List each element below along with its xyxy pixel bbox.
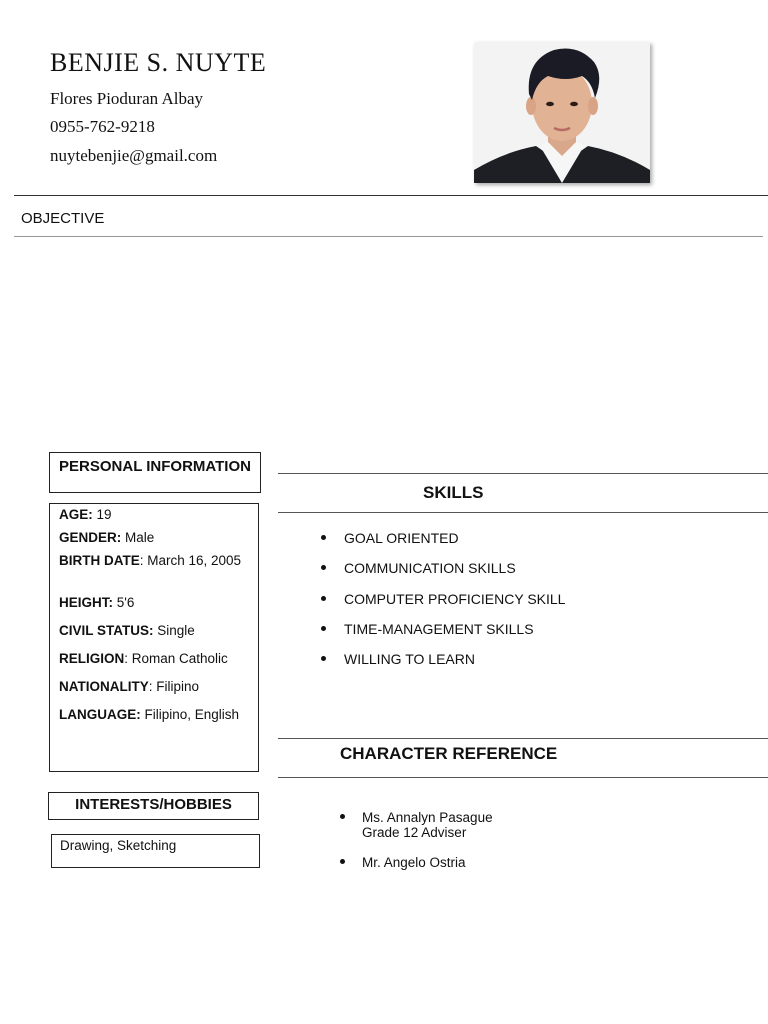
phone-number: 0955-762-9218 [50, 117, 155, 136]
bullet-icon [321, 656, 326, 661]
skill-item: GOAL ORIENTED [344, 530, 459, 546]
bullet-icon [340, 814, 345, 819]
bullet-icon [340, 859, 345, 864]
reference-bottom-divider [278, 777, 768, 778]
skills-heading: SKILLS [423, 483, 484, 502]
personal-information-box [49, 503, 259, 772]
reference-role: Grade 12 Adviser [362, 825, 467, 840]
info-language: LANGUAGE: Filipino, English [59, 707, 240, 722]
reference-top-divider [278, 738, 768, 739]
info-height: HEIGHT: 5'6 [59, 595, 135, 610]
bullet-icon [321, 565, 326, 570]
info-religion: RELIGION: Roman Catholic [59, 651, 228, 666]
info-nationality: NATIONALITY: Filipino [59, 679, 200, 694]
portrait-photo-icon [474, 42, 650, 183]
skill-item: WILLING TO LEARN [344, 651, 475, 667]
objective-divider [14, 236, 763, 237]
skill-item: COMPUTER PROFICIENCY SKILL [344, 591, 566, 607]
reference-item [362, 810, 493, 840]
email-address: nuytebenjie@gmail.com [50, 146, 218, 165]
reference-name: Ms. Annalyn Pasague [362, 810, 493, 825]
address: Flores Pioduran Albay [50, 89, 203, 108]
skills-bottom-divider [278, 512, 768, 513]
character-reference-heading: CHARACTER REFERENCE [340, 744, 558, 763]
reference-name: Mr. Angelo Ostria [362, 855, 466, 870]
applicant-name: BENJIE S. NUYTE [50, 48, 267, 77]
skill-item: COMMUNICATION SKILLS [344, 560, 516, 576]
interests-value: Drawing, Sketching [51, 834, 260, 868]
profile-photo [474, 42, 650, 183]
info-gender: GENDER: Male [59, 530, 155, 545]
objective-heading: OBJECTIVE [21, 210, 105, 227]
skills-top-divider [278, 473, 768, 474]
bullet-icon [321, 535, 326, 540]
reference-item [362, 855, 466, 870]
interests-heading: INTERESTS/HOBBIES [48, 792, 259, 820]
skill-item: TIME-MANAGEMENT SKILLS [344, 621, 534, 637]
bullet-icon [321, 626, 326, 631]
personal-information-heading: PERSONAL INFORMATION [49, 452, 261, 493]
info-birth-date: BIRTH DATE: March 16, 2005 [59, 553, 242, 568]
info-age: AGE: 19 [59, 507, 112, 522]
header-divider [14, 195, 768, 196]
info-civil-status: CIVIL STATUS: Single [59, 623, 195, 638]
bullet-icon [321, 596, 326, 601]
